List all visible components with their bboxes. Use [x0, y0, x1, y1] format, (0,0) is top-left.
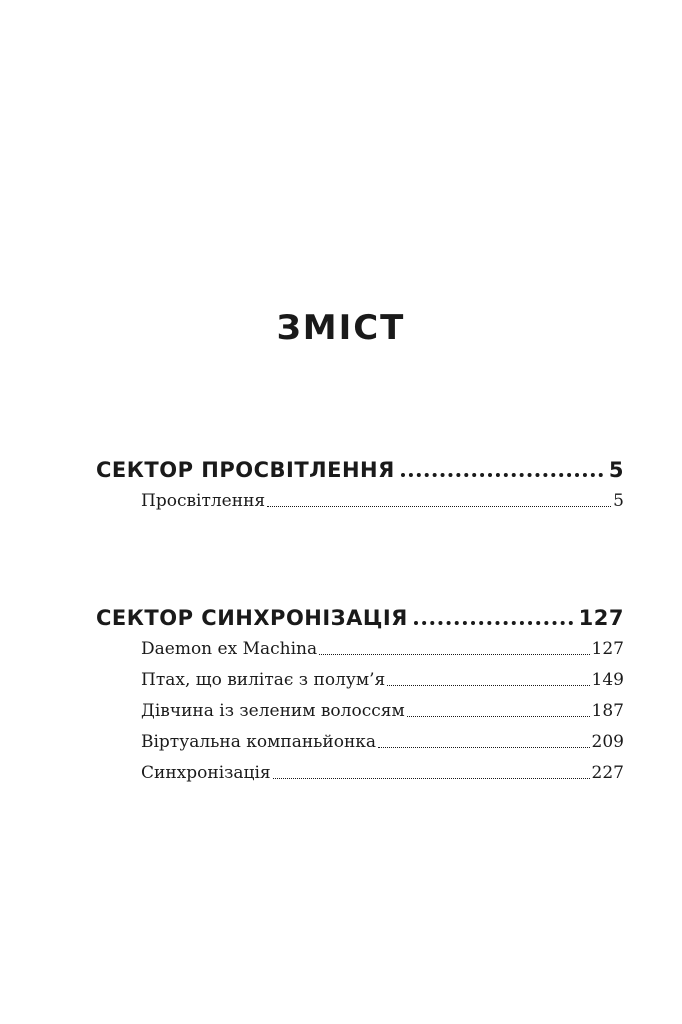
- entry-page-number: 149: [591, 670, 624, 690]
- section-page-number: 127: [578, 606, 624, 630]
- dot-leader: [387, 685, 589, 686]
- toc-entry[interactable]: [141, 634, 624, 665]
- toc-section-1: [96, 454, 624, 517]
- dot-leader: [407, 716, 590, 717]
- dot-leader: [414, 621, 573, 625]
- entry-label: Синхронізація: [141, 763, 271, 783]
- section-page-number: 5: [608, 458, 624, 482]
- entry-label: Просвітлення: [141, 491, 266, 511]
- dot-leader: [378, 747, 589, 748]
- toc-section-heading[interactable]: [96, 454, 624, 486]
- section-heading-label: СЕКТОР СИНХРОНІЗАЦІЯ: [96, 606, 408, 630]
- toc-entry[interactable]: [141, 665, 624, 696]
- toc-entry[interactable]: [141, 758, 624, 789]
- toc-entry[interactable]: [141, 486, 624, 517]
- toc-entry[interactable]: [141, 727, 624, 758]
- entry-page-number: 5: [613, 491, 624, 511]
- toc-section-2: [96, 602, 624, 789]
- entry-label: Віртуальна компаньйонка: [141, 732, 377, 752]
- dot-leader: [319, 654, 589, 655]
- toc-entry[interactable]: [141, 696, 624, 727]
- entry-page-number: 187: [591, 701, 624, 721]
- dot-leader: [401, 473, 603, 477]
- dot-leader: [273, 778, 590, 779]
- toc-section-heading[interactable]: [96, 602, 624, 634]
- entry-label: Птах, що вилітає з полум’я: [141, 670, 386, 690]
- entry-page-number: 127: [591, 639, 624, 659]
- entry-label: Дівчина із зеленим волоссям: [141, 701, 405, 721]
- section-heading-label: СЕКТОР ПРОСВІТЛЕННЯ: [96, 458, 395, 482]
- entry-label: Daemon ex Machina: [141, 639, 318, 659]
- entry-page-number: 227: [591, 763, 624, 783]
- dot-leader: [267, 506, 611, 507]
- entry-page-number: 209: [591, 732, 624, 752]
- page-title: ЗМІСТ: [276, 308, 406, 348]
